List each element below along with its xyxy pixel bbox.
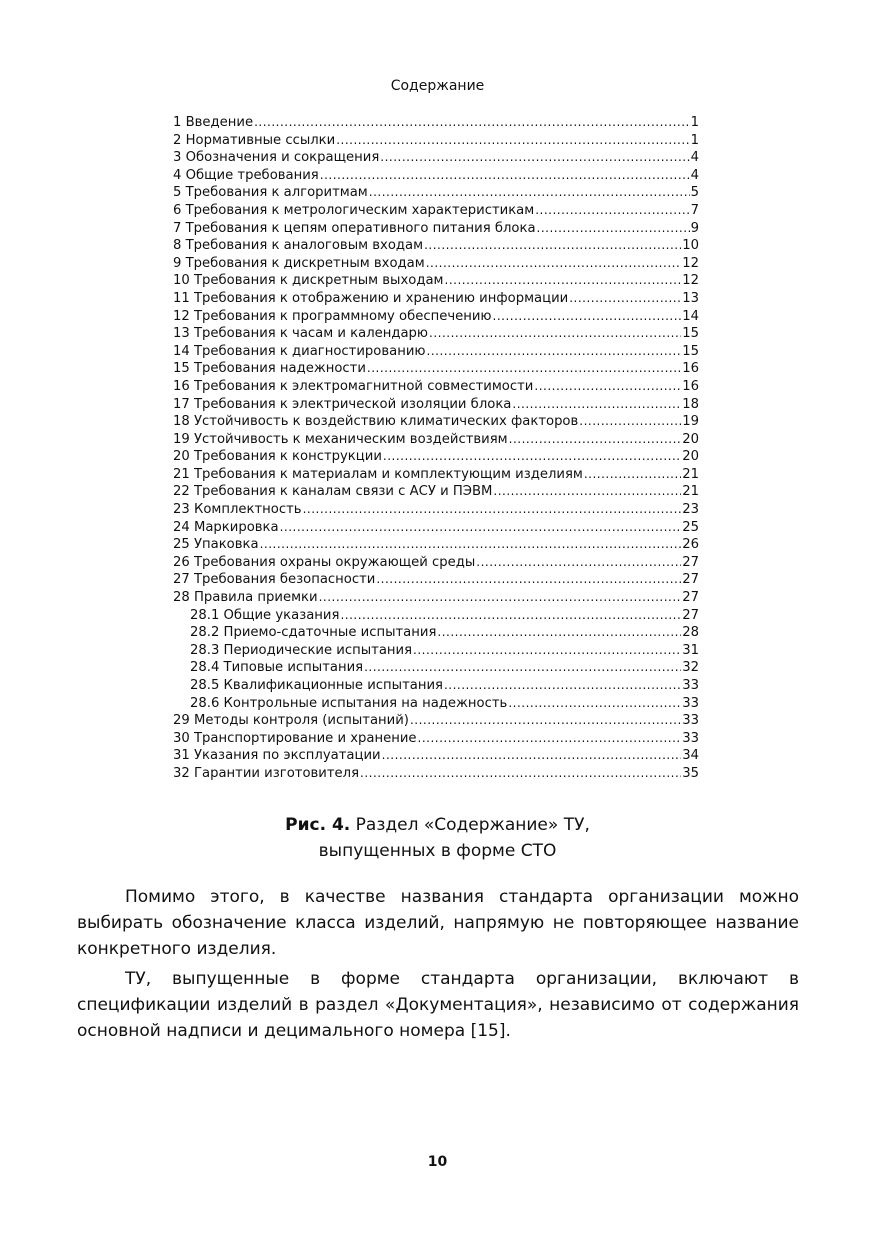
toc-entry (173, 325, 699, 343)
caption-label: Рис. 4. (285, 815, 351, 835)
toc-leader-dots (364, 659, 681, 677)
toc-entry (173, 483, 699, 501)
toc-entry-page: 12 (682, 273, 699, 289)
toc-entry (173, 448, 699, 466)
toc-entry-page: 16 (682, 361, 699, 377)
toc-entry-label: 28.6 Контрольные испытания на надежность (190, 695, 508, 711)
toc-entry (173, 536, 699, 554)
toc-entry (173, 378, 699, 396)
toc-entry (173, 712, 699, 730)
toc-entry-label: 9 Требования к дискретным входам (173, 255, 425, 271)
figure-caption (0, 812, 875, 864)
toc-leader-dots (303, 501, 682, 519)
toc-entry (173, 167, 699, 185)
toc-entry-page: 19 (682, 414, 699, 430)
toc-entry-label: 26 Требования охраны окружающей среды (173, 554, 476, 570)
toc-entry-page: 25 (682, 519, 699, 535)
toc-entry-page: 15 (682, 326, 699, 342)
toc-entry-label: 14 Требования к диагностированию (173, 343, 426, 359)
toc-leader-dots (493, 483, 681, 501)
toc-entry-page: 32 (682, 660, 699, 676)
toc-entry-page: 27 (682, 572, 699, 588)
toc-leader-dots (320, 167, 690, 185)
toc-entry (173, 272, 699, 290)
toc-entry (173, 149, 699, 167)
toc-entry-label: 28.3 Периодические испытания (190, 642, 413, 658)
toc-leader-dots (319, 589, 682, 607)
toc-entry-label: 12 Требования к программному обеспечению (173, 308, 492, 324)
toc-entry-page: 33 (682, 730, 699, 746)
toc-leader-dots (476, 554, 681, 572)
toc-entry-label: 29 Методы контроля (испытаний) (173, 713, 409, 729)
toc-leader-dots (336, 132, 689, 150)
toc-leader-dots (380, 149, 689, 167)
toc-entry-label: 6 Требования к метрологическим характеристикам (173, 202, 535, 218)
table-of-contents (173, 114, 699, 783)
caption-line-1: Раздел «Содержание» ТУ, (355, 815, 590, 835)
toc-entry-page: 16 (682, 378, 699, 394)
page-number: 10 (427, 1154, 448, 1170)
toc-entry-page: 34 (682, 748, 699, 764)
toc-leader-dots (427, 343, 682, 361)
toc-entry (173, 290, 699, 308)
toc-entry-label: 2 Нормативные ссылки (173, 132, 336, 148)
toc-entry (173, 396, 699, 414)
toc-entry-label: 22 Требования к каналам связи с АСУ и ПЭВМ (173, 484, 493, 500)
toc-entry-label: 11 Требования к отображению и хранению информации (173, 290, 569, 306)
toc-leader-dots (360, 765, 681, 783)
toc-entry-label: 23 Комплектность (173, 502, 302, 518)
toc-entry-label: 15 Требования надежности (173, 361, 366, 377)
toc-leader-dots (537, 220, 690, 238)
toc-entry-page: 27 (682, 607, 699, 623)
toc-leader-dots (410, 712, 681, 730)
toc-entry-page: 7 (690, 202, 699, 218)
toc-entry-label: 28.1 Общие указания (190, 607, 340, 623)
toc-leader-dots (367, 360, 681, 378)
toc-entry (173, 571, 699, 589)
body-text (77, 884, 799, 1048)
toc-entry-page: 28 (682, 625, 699, 641)
toc-leader-dots (444, 677, 681, 695)
toc-entry (173, 765, 699, 783)
toc-leader-dots (445, 272, 682, 290)
toc-entry-label: 13 Требования к часам и календарю (173, 326, 429, 342)
toc-leader-dots (493, 308, 682, 326)
toc-entry-label: 8 Требования к аналоговым входам (173, 238, 424, 254)
toc-entry (173, 642, 699, 660)
toc-leader-dots (437, 624, 681, 642)
toc-entry-page: 14 (682, 308, 699, 324)
toc-leader-dots (413, 642, 681, 660)
toc-entry (173, 747, 699, 765)
toc-leader-dots (254, 114, 690, 132)
toc-entry-page: 35 (682, 765, 699, 781)
toc-entry-page: 33 (682, 695, 699, 711)
toc-entry-label: 31 Указания по эксплуатации (173, 748, 381, 764)
toc-entry-label: 20 Требования к конструкции (173, 449, 382, 465)
toc-entry (173, 695, 699, 713)
toc-entry (173, 184, 699, 202)
toc-entry-label: 25 Упаковка (173, 537, 259, 553)
toc-entry (173, 730, 699, 748)
toc-entry-page: 33 (682, 713, 699, 729)
toc-entry (173, 554, 699, 572)
toc-leader-dots (579, 413, 681, 431)
toc-entry (173, 466, 699, 484)
toc-entry-label: 27 Требования безопасности (173, 572, 376, 588)
toc-leader-dots (424, 237, 681, 255)
toc-entry-page: 15 (682, 343, 699, 359)
toc-entry (173, 413, 699, 431)
toc-leader-dots (418, 730, 682, 748)
toc-leader-dots (340, 607, 681, 625)
toc-entry (173, 501, 699, 519)
toc-entry (173, 431, 699, 449)
toc-entry-page: 9 (690, 220, 699, 236)
toc-entry-label: 18 Устойчивость к воздействию климатических факторов (173, 414, 579, 430)
toc-entry-label: 28.4 Типовые испытания (190, 660, 364, 676)
toc-entry-label: 4 Общие требования (173, 167, 319, 183)
toc-entry (173, 677, 699, 695)
toc-entry (173, 659, 699, 677)
toc-entry-page: 21 (682, 466, 699, 482)
toc-entry-page: 1 (690, 132, 699, 148)
toc-entry-label: 28 Правила приемки (173, 590, 318, 606)
toc-entry (173, 519, 699, 537)
toc-entry-label: 10 Требования к дискретным выходам (173, 273, 444, 289)
toc-leader-dots (383, 448, 681, 466)
toc-leader-dots (280, 519, 682, 537)
toc-entry-label: 28.5 Квалификационные испытания (190, 678, 443, 693)
toc-entry-label: 28.2 Приемо-сдаточные испытания (190, 625, 437, 641)
toc-entry-page: 18 (682, 396, 699, 412)
toc-entry-label: 17 Требования к электрической изоляции блока (173, 396, 512, 412)
toc-entry-page: 31 (682, 642, 699, 658)
toc-entry-label: 19 Устойчивость к механическим воздействиям (173, 431, 508, 447)
toc-leader-dots (584, 466, 681, 484)
toc-entry-label: 24 Маркировка (173, 519, 279, 535)
toc-entry-page: 12 (682, 255, 699, 271)
toc-leader-dots (534, 378, 681, 396)
toc-entry-page: 13 (682, 290, 699, 306)
toc-entry (173, 237, 699, 255)
toc-leader-dots (569, 290, 681, 308)
toc-entry (173, 220, 699, 238)
paragraph: ТУ, выпущенные в форме стандарта организации, включают в спецификации изделий в раздел «Документация», независимо от содержания основной надписи и децимального номера [15]. (77, 969, 799, 1041)
toc-entry-page: 20 (682, 431, 699, 447)
toc-entry (173, 589, 699, 607)
toc-entry (173, 202, 699, 220)
toc-entry-page: 4 (690, 150, 699, 166)
toc-entry-page: 20 (682, 449, 699, 465)
toc-entry-label: 30 Транспортирование и хранение (173, 730, 417, 746)
toc-title: Содержание (390, 78, 485, 94)
toc-entry-label: 7 Требования к цепям оперативного питания блока (173, 220, 536, 236)
toc-entry (173, 624, 699, 642)
paragraph: Помимо этого, в качестве названия стандарта организации можно выбирать обозначение класса изделий, напрямую не повторяющее название конкретного изделия. (77, 887, 799, 959)
toc-entry-page: 4 (690, 167, 699, 183)
toc-leader-dots (376, 571, 681, 589)
toc-entry (173, 360, 699, 378)
toc-entry-page: 1 (690, 115, 699, 130)
toc-entry-page: 33 (682, 678, 699, 693)
toc-leader-dots (508, 695, 681, 713)
toc-entry-label: 21 Требования к материалам и комплектующим изделиям (173, 466, 583, 482)
toc-leader-dots (369, 184, 690, 202)
toc-entry-label: 16 Требования к электромагнитной совместимости (173, 378, 534, 394)
toc-entry-label: 1 Введение (173, 115, 254, 130)
toc-entry (173, 308, 699, 326)
toc-entry-page: 10 (682, 238, 699, 254)
toc-entry (173, 607, 699, 625)
toc-entry-page: 21 (682, 484, 699, 500)
toc-entry (173, 132, 699, 150)
toc-leader-dots (509, 431, 682, 449)
toc-entry (173, 343, 699, 361)
toc-leader-dots (535, 202, 689, 220)
toc-entry (173, 255, 699, 273)
toc-entry-label: 32 Гарантии изготовителя (173, 765, 360, 781)
toc-entry-page: 27 (682, 554, 699, 570)
toc-entry-page: 5 (690, 185, 699, 201)
toc-leader-dots (382, 747, 682, 765)
toc-leader-dots (429, 325, 681, 343)
caption-line-2: выпущенных в форме СТО (318, 841, 557, 861)
toc-leader-dots (260, 536, 682, 554)
toc-entry-label: 5 Требования к алгоритмам (173, 185, 368, 201)
toc-entry-page: 23 (682, 502, 699, 518)
toc-entry-page: 27 (682, 590, 699, 606)
toc-entry-page: 26 (682, 537, 699, 553)
toc-entry-label: 3 Обозначения и сокращения (173, 150, 380, 166)
toc-leader-dots (512, 396, 681, 414)
toc-entry (173, 114, 699, 132)
toc-leader-dots (426, 255, 682, 273)
